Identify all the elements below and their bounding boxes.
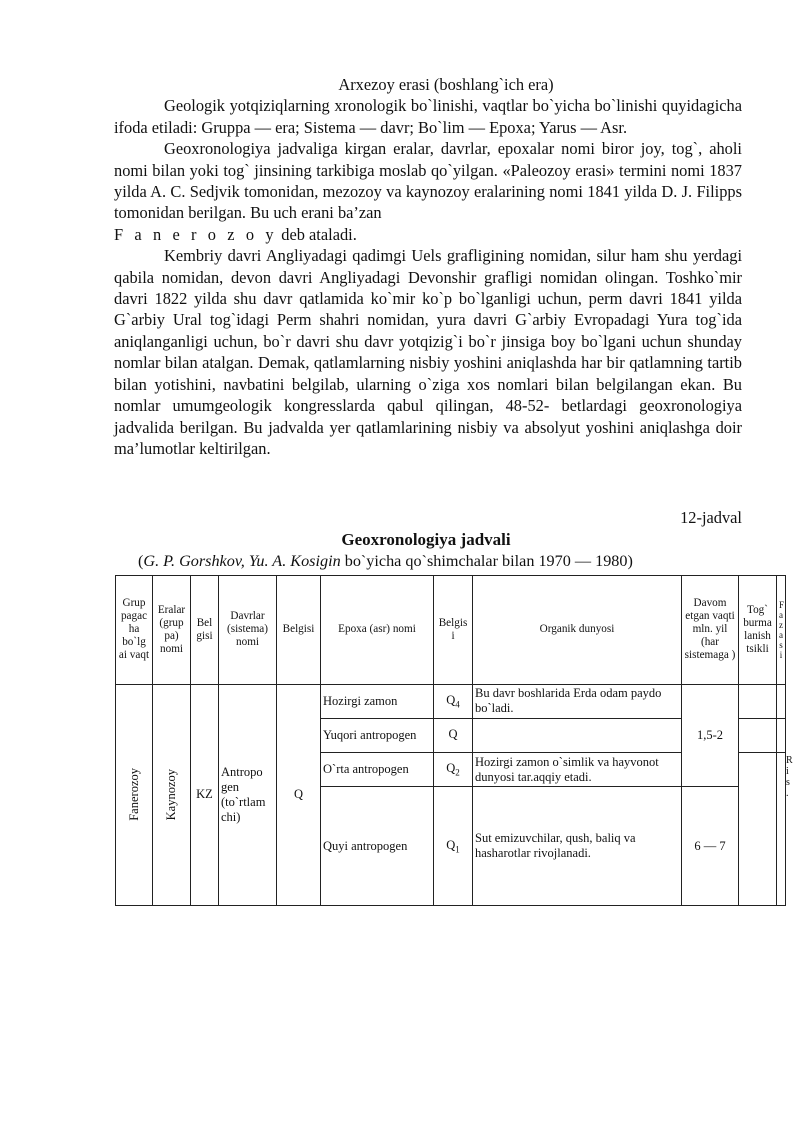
duration-value: 6 — 7 (682, 787, 739, 906)
paragraph-2-suffix: deb ataladi. (277, 224, 357, 244)
paragraph-1: Geologik yotqiziqlarning xronologik bo`linishi, vaqtlar bo`yicha bo`linishi quyidagicha ifoda etiladi: Gruppa — era; Sistema — davr; Bo`lim — Epoxa; Yarus — Asr. (114, 96, 742, 137)
epoch-sign (434, 684, 473, 718)
epoch-sign-index: 1 (455, 844, 460, 855)
header-periods: Davrlar (sistema) nomi (219, 576, 277, 685)
paragraph-2-text: Geoxronologiya jadvaliga kirgan eralar, davrlar, epoxalar nomi biror joy, tog`, aholi nomi bilan yoki tog` jinsining tarkibiga moslab qo`yilgan. «Paleozoy erasi» termini nomi 1837 yilda A. C. Sedjvik tomonidan, mezozoy va kaynozoy eralarining nomi 1841 yilda D. J. Filipps tomonidan berilgan. Bu uch erani ba’zan (114, 139, 742, 223)
organic-life: Bu davr boshlarida Erda odam paydo bo`ladi. (473, 684, 682, 718)
header-eras-sign: Bel gisi (191, 576, 219, 685)
edge-cut-text: R i s . (786, 755, 793, 799)
header-duration: Davom etgan vaqti mln. yil (har sistemaga ) (682, 576, 739, 685)
paragraph-3: Kembriy davri Angliyadagi qadimgi Uels grafligining nomidan, silur ham shu yerdagi qabila nomidan, devon davri Angliyadagi Devonshir grafligi nomidan olingan. Toshko`mir davri 1822 yilda shu davr qatlamida ko`mir ko`p bo`lganligi uchun, perm davri 1841 yilda G`arbiy Ural tog`idagi Perm shahri nomidan, yura davri G`arbiy Evropadagi Yura tog`ida aniqlanganligi uchun, bo`r davri shu davr yotqizig`i bo`r jinsiga boy bo`lgani uchun shunday nomlar bilan atalgan. Demak, qatlamlarning nisbiy yoshini aniqlashda har bir qatlamning tartib bilan yotishini, navbatini belgilab, ularning o`ziga xos nomlari bilan belgilangan ekan. Bu nomlar umumgeologik kongresslarda qabul qilingan, 48-52- betlardagi geoxronologiya jadvalida berilgan. Bu jadvalda yer qatlamlarining nisbiy va absolyut yoshini aniqlashga doir ma’lumotlar keltirilgan. (114, 246, 742, 458)
geochronology-table (115, 575, 786, 906)
extra-cell (777, 718, 786, 752)
table-title: Geoxronologiya jadvali (341, 530, 511, 549)
header-epoch: Epoxa (asr) nomi (321, 576, 434, 685)
table-subtitle (138, 552, 633, 571)
extra-cell (777, 684, 786, 718)
section-heading: Arxezoy erasi (boshlang`ich era) (338, 75, 554, 94)
period-sign: Q (277, 684, 321, 905)
header-extra: F a z a s i (777, 576, 786, 685)
header-life: Organik dunyosi (473, 576, 682, 685)
duration-value: 1,5-2 (682, 684, 739, 787)
group-name: Fanerozoy (126, 768, 141, 822)
group-cell (116, 684, 153, 905)
epoch-sign-letter: Q (448, 727, 458, 742)
epoch-name: Yuqori antropogen (321, 718, 434, 752)
header-eras: Eralar (grup pa) nomi (153, 576, 191, 685)
epoch-name: Quyi antropogen (321, 787, 434, 906)
organic-life: Hozirgi zamon o`simlik va hayvonot dunyosi tar.aqqiy etadi. (473, 753, 682, 787)
organic-life (473, 718, 682, 752)
paragraph-2 (114, 138, 742, 245)
era-name: Kaynozoy (164, 769, 178, 821)
header-group: Grup pagac ha bo`lg ai vaqt (116, 576, 153, 685)
table-number-label: 12-jadval (680, 508, 742, 527)
epoch-sign (434, 753, 473, 787)
epoch-sign-letter: Q (446, 693, 456, 707)
period-name: Antropo gen (to`rtlam chi) (219, 684, 277, 905)
epoch-sign-index: 2 (455, 767, 460, 778)
era-sign: KZ (191, 684, 219, 905)
subtitle-open-paren: ( (138, 552, 144, 570)
extra-cell (777, 753, 786, 906)
table-row (116, 684, 786, 718)
epoch-sign-letter: Q (446, 837, 456, 852)
folding-cell (739, 753, 777, 906)
header-epoch-sign: Belgis i (434, 576, 473, 685)
table-header-row (116, 576, 786, 685)
header-folding: Tog` burma lanish tsikli (739, 576, 777, 685)
phanerozoic-spaced-word: F a n e r o z o y (114, 224, 278, 244)
era-cell (153, 684, 191, 905)
body-text (114, 74, 742, 459)
epoch-name: Hozirgi zamon (321, 684, 434, 718)
epoch-sign-index: 4 (455, 699, 460, 710)
epoch-sign (434, 718, 473, 752)
folding-cell (739, 684, 777, 718)
organic-life: Sut emizuvchilar, qush, baliq va hasharotlar rivojlanadi. (473, 787, 682, 906)
epoch-sign-letter: Q (446, 761, 456, 776)
subtitle-rest: bo`yicha qo`shimchalar bilan 1970 — 1980) (340, 552, 633, 570)
subtitle-authors: G. P. Gorshkov, Yu. A. Kosigin (143, 552, 341, 570)
header-periods-sign: Belgisi (277, 576, 321, 685)
epoch-name: O`rta antropogen (321, 753, 434, 787)
epoch-sign (434, 787, 473, 906)
folding-cell (739, 718, 777, 752)
